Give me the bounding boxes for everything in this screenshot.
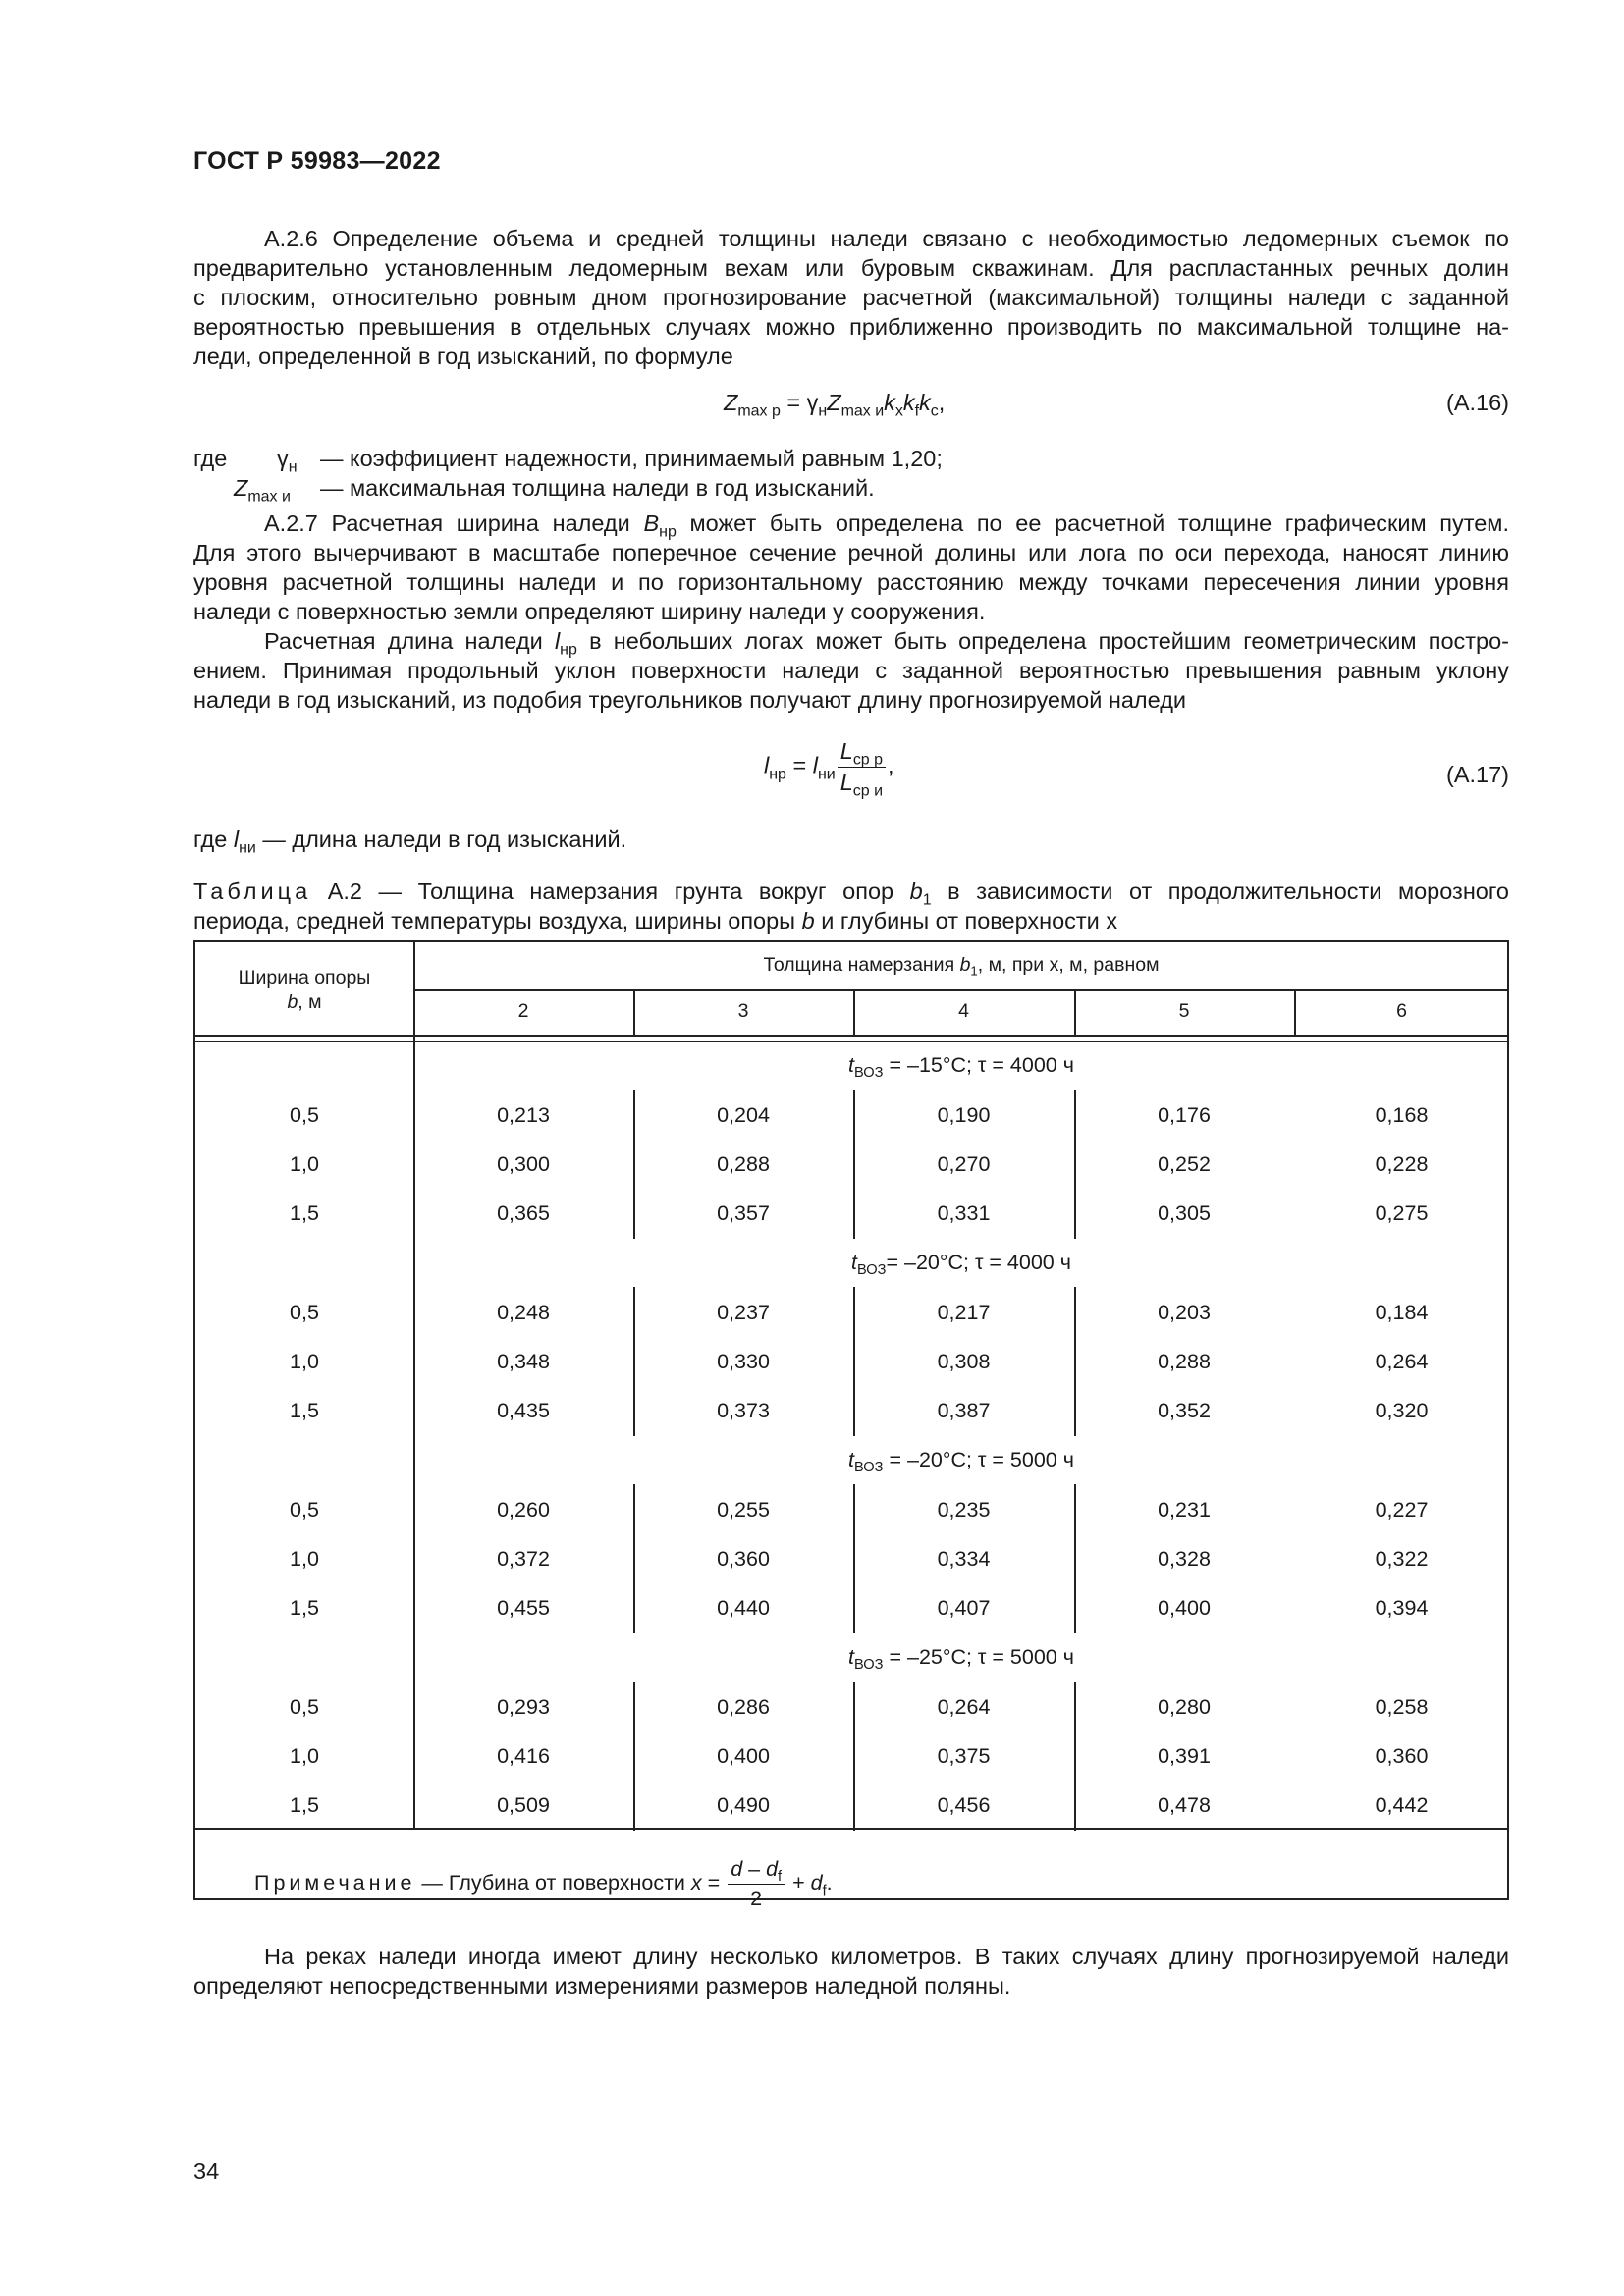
paragraph-a27 [193,508,1509,626]
value-cell: 0,231 [1158,1498,1211,1522]
value-cell: 0,308 [937,1350,991,1373]
value-cell: 0,372 [497,1547,550,1571]
value-cell: 0,509 [497,1793,550,1817]
document-header: ГОСТ Р 59983—2022 [193,147,441,175]
text-line: с плоским, относительно ровным дном прогнозирование расчетной (максимальной) толщины наледи с заданной [193,285,1509,310]
table-rule [853,1484,855,1633]
value-cell: 0,373 [717,1399,770,1422]
table-rule [633,1682,635,1831]
where-definition: — максимальная толщина наледи в год изысканий. [320,475,875,501]
value-cell: 0,331 [937,1201,991,1225]
value-cell: 0,264 [937,1695,991,1719]
value-cell: 0,375 [937,1744,991,1768]
support-width-cell: 1,5 [290,1793,319,1817]
value-cell: 0,442 [1375,1793,1429,1817]
text-line: На реках наледи иногда имеют длину несколько километров. В таких случаях длину прогнозируемой наледи [264,1944,1509,1969]
depth-header: 2 [517,1000,529,1022]
value-cell: 0,400 [717,1744,770,1768]
text-line: А.2.7 Расчетная ширина наледи $B_{нр}$ может быть определена по ее расчетной толщине графическим путем. [264,510,1509,541]
value-cell: 0,322 [1375,1547,1429,1571]
where-line: где $l_{ни}$ — длина наледи в год изысканий. [193,827,627,857]
value-cell: 0,203 [1158,1301,1211,1324]
table-rule [633,1090,635,1239]
value-cell: 0,288 [717,1152,770,1176]
text-line: А.2.6 Определение объема и средней толщины наледи связано с необходимостью ледомерных съемок по [264,226,1509,251]
table-rule [1074,1682,1076,1831]
text-line: периода, средней температуры воздуха, ширины опоры b и глубины от поверхности x [193,908,1118,934]
support-width-cell: 1,0 [290,1152,319,1176]
table-rule [1074,1090,1076,1239]
value-cell: 0,255 [717,1498,770,1522]
text-line: ением. Принимая продольный уклон поверхности наледи с заданной вероятностью превышения равным уклону [193,658,1509,683]
value-cell: 0,235 [937,1498,991,1522]
depth-header: 6 [1396,1000,1407,1022]
depth-header: 4 [958,1000,969,1022]
value-cell: 0,407 [937,1596,991,1620]
table-rule [633,1287,635,1436]
value-cell: 0,352 [1158,1399,1211,1422]
value-cell: 0,394 [1375,1596,1429,1620]
paragraph-a26 [193,224,1509,371]
table-rule [1074,1484,1076,1633]
value-cell: 0,288 [1158,1350,1211,1373]
support-width-cell: 0,5 [290,1498,319,1522]
value-cell: 0,286 [717,1695,770,1719]
condition-header: $t_{ВОЗ} = -15^\circ C$; τ = 4000 ч [848,1053,1074,1082]
equation-number-a17: (А.17) [1446,762,1509,787]
paragraph-length [193,626,1509,715]
value-cell: 0,275 [1375,1201,1429,1225]
table-rule [413,989,1507,991]
fraction: $\frac{L_{ср р}}{L_{ср и}}$ [838,738,886,796]
support-width-cell: 1,0 [290,1547,319,1571]
value-cell: 0,213 [497,1103,550,1127]
depth-header: 5 [1178,1000,1190,1022]
support-width-cell: 1,5 [290,1399,319,1422]
support-width-cell: 0,5 [290,1301,319,1324]
column-header-span: Толщина намерзания $b_1$, м, при x, м, равном [763,954,1160,979]
table-note: Примечание — Глубина от поверхности x = $\frac{d - d_f}{2}$ + $d_f$. [254,1857,833,1910]
value-cell: 0,190 [937,1103,991,1127]
symbol-zmax: $Z_{max и}$ [234,475,291,506]
fraction: $\frac{d - d_f}{2}$ [728,1857,785,1911]
value-cell: 0,490 [717,1793,770,1817]
value-cell: 0,400 [1158,1596,1211,1620]
value-cell: 0,360 [1375,1744,1429,1768]
text-line: Расчетная длина наледи $l_{нр}$ в небольших логах может быть определена простейшим геометрическим постро- [264,628,1510,659]
support-width-cell: 1,5 [290,1201,319,1225]
column-header-width: Ширина опоры b, м [238,967,371,1013]
value-cell: 0,228 [1375,1152,1429,1176]
text-line: Таблица А.2 — Толщина намерзания грунта вокруг опор $b_1$ в зависимости от продолжительности морозного [193,879,1510,909]
text-line: наледи с поверхностью земли определяют ширину наледи у сооружения. [193,599,986,624]
value-cell: 0,328 [1158,1547,1211,1571]
table-rule [195,1041,1507,1042]
text-line: уровня расчетной толщины наледи и по горизонтальному расстоянию между точками пересечения линии уровня [193,569,1509,595]
table-rule [853,1287,855,1436]
condition-header: $t_{ВОЗ} = -25^\circ C$; τ = 5000 ч [848,1645,1074,1674]
value-cell: 0,478 [1158,1793,1211,1817]
table-rule [1074,1287,1076,1436]
value-cell: 0,227 [1375,1498,1429,1522]
value-cell: 0,168 [1375,1103,1429,1127]
page-number: 34 [193,2159,220,2184]
value-cell: 0,184 [1375,1301,1429,1324]
value-cell: 0,387 [937,1399,991,1422]
support-width-cell: 1,5 [290,1596,319,1620]
value-cell: 0,455 [497,1596,550,1620]
value-cell: 0,217 [937,1301,991,1324]
condition-header: $t_{ВОЗ}= -20^\circ C$; τ = 4000 ч [851,1251,1071,1279]
value-cell: 0,391 [1158,1744,1211,1768]
paragraph-final [193,1942,1509,2001]
text-line: предварительно установленным ледомерным вехам или буровым скважинам. Для распластанных речных долин [193,255,1509,281]
text-line: леди, определенной в год изысканий, по формуле [193,344,733,369]
value-cell: 0,293 [497,1695,550,1719]
formula-a17: $l_{нр} = l_{ни}$ $\frac{L_{ср р}}{L_{ср и}}$ , [764,738,894,800]
equation-number-a16: (А.16) [1446,390,1509,415]
depth-header: 3 [737,1000,749,1022]
value-cell: 0,280 [1158,1695,1211,1719]
value-cell: 0,440 [717,1596,770,1620]
value-cell: 0,365 [497,1201,550,1225]
value-cell: 0,237 [717,1301,770,1324]
value-cell: 0,270 [937,1152,991,1176]
condition-header: $t_{ВОЗ} = -20^\circ C$; τ = 5000 ч [848,1448,1074,1476]
table-rule [633,1484,635,1633]
text-line: наледи в год изысканий, из подобия треугольников получают длину прогнозируемой наледи [193,687,1187,713]
table-rule [195,1035,1507,1037]
formula-a16: $Z_{max р} = \gamma_нZ_{max и}k_xk_fk_c$, [724,390,946,420]
value-cell: 0,334 [937,1547,991,1571]
support-width-cell: 1,0 [290,1744,319,1768]
value-cell: 0,252 [1158,1152,1211,1176]
support-width-cell: 0,5 [290,1103,319,1127]
value-cell: 0,330 [717,1350,770,1373]
support-width-cell: 0,5 [290,1695,319,1719]
symbol-gamma: $\gamma_н$ [277,446,298,476]
where-lead: где [193,446,228,471]
value-cell: 0,305 [1158,1201,1211,1225]
value-cell: 0,416 [497,1744,550,1768]
value-cell: 0,456 [937,1793,991,1817]
value-cell: 0,300 [497,1152,550,1176]
value-cell: 0,248 [497,1301,550,1324]
table-rule [853,1090,855,1239]
value-cell: 0,264 [1375,1350,1429,1373]
where-definition: — коэффициент надежности, принимаемый равным 1,20; [320,446,943,471]
value-cell: 0,176 [1158,1103,1211,1127]
value-cell: 0,260 [497,1498,550,1522]
text-line: Для этого вычерчивают в масштабе поперечное сечение речной долины или лога по оси перехода, наносят линию [193,540,1509,565]
value-cell: 0,357 [717,1201,770,1225]
value-cell: 0,348 [497,1350,550,1373]
text-line: определяют непосредственными измерениями размеров наледной поляны. [193,1973,1011,1999]
value-cell: 0,204 [717,1103,770,1127]
value-cell: 0,258 [1375,1695,1429,1719]
value-cell: 0,435 [497,1399,550,1422]
support-width-cell: 1,0 [290,1350,319,1373]
value-cell: 0,360 [717,1547,770,1571]
table-rule [195,1828,1507,1830]
table-rule [853,1682,855,1831]
table-caption [193,877,1509,935]
value-cell: 0,320 [1375,1399,1429,1422]
text-line: вероятностью превышения в отдельных случаях можно приближенно производить по максимальной толщине на- [193,314,1509,340]
data-table [193,940,1509,1910]
